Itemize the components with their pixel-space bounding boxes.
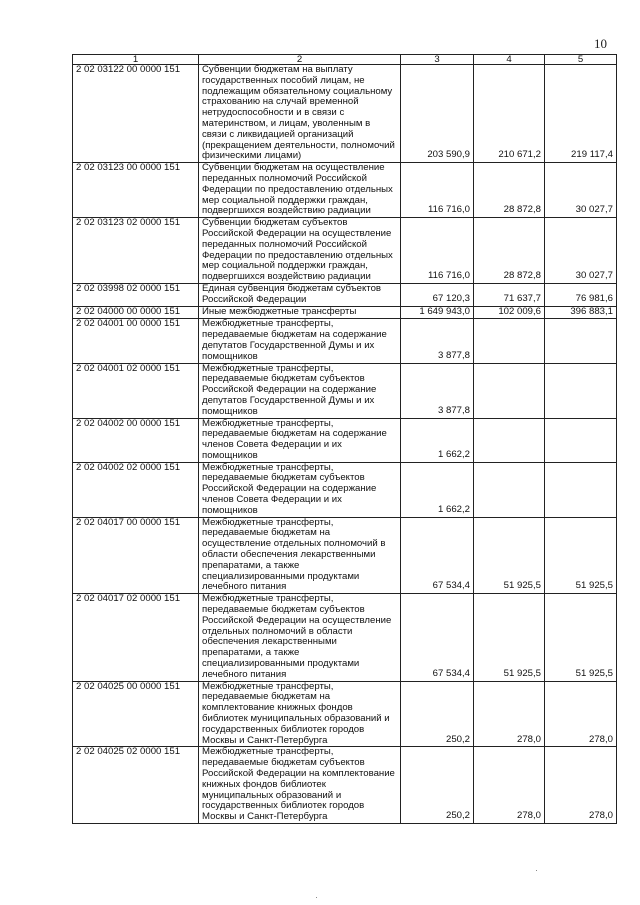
table-row — [73, 218, 617, 284]
table-row — [73, 65, 617, 163]
value-col4-cell: 210 671,2 — [474, 65, 545, 163]
table-row — [73, 363, 617, 418]
code-cell: 2 02 04017 02 0000 151 — [73, 594, 199, 681]
name-cell: Иные межбюджетные трансферты — [199, 306, 401, 319]
code-cell: 2 02 04000 00 0000 151 — [73, 306, 199, 319]
value-col4-cell — [474, 418, 545, 462]
name-cell: Межбюджетные трансферты, передаваемые бюджетам на комплектование книжных фондов библиотек муниципальных образований и государственных библиотек городов Москвы и Санкт-Петербурга — [199, 681, 401, 747]
table-row — [73, 681, 617, 747]
value-col5-cell: 76 981,6 — [545, 283, 617, 306]
scan-speck — [536, 870, 537, 871]
name-cell: Межбюджетные трансферты, передаваемые бюджетам субъектов Российской Федерации на содержание депутатов Государственной Думы и их помощников — [199, 363, 401, 418]
value-col5-cell — [545, 462, 617, 517]
column-header: 3 — [401, 55, 474, 65]
code-cell: 2 02 03998 02 0000 151 — [73, 283, 199, 306]
value-col5-cell: 219 117,4 — [545, 65, 617, 163]
value-col4-cell — [474, 363, 545, 418]
table-row — [73, 517, 617, 594]
value-col3-cell: 67 534,4 — [401, 517, 474, 594]
name-cell: Межбюджетные трансферты, передаваемые бюджетам на содержание депутатов Государственной Думы и их помощников — [199, 319, 401, 363]
code-cell: 2 02 03122 00 0000 151 — [73, 65, 199, 163]
code-cell: 2 02 04025 00 0000 151 — [73, 681, 199, 747]
value-col3-cell: 3 877,8 — [401, 319, 474, 363]
value-col4-cell — [474, 462, 545, 517]
value-col3-cell: 1 649 943,0 — [401, 306, 474, 319]
value-col5-cell: 51 925,5 — [545, 517, 617, 594]
table-row — [73, 306, 617, 319]
value-col4-cell — [474, 319, 545, 363]
code-cell: 2 02 04025 02 0000 151 — [73, 747, 199, 824]
value-col5-cell: 30 027,7 — [545, 218, 617, 284]
value-col4-cell: 28 872,8 — [474, 163, 545, 218]
value-col3-cell: 250,2 — [401, 681, 474, 747]
value-col5-cell: 51 925,5 — [545, 594, 617, 681]
name-cell: Субвенции бюджетам субъектов Российской Федерации на осуществление переданных полномочий Российской Федерации по предоставлению отдельных мер социальной поддержки граждан, подвергшихся воздействию радиации — [199, 218, 401, 284]
value-col4-cell: 278,0 — [474, 681, 545, 747]
code-cell: 2 02 04001 00 0000 151 — [73, 319, 199, 363]
name-cell: Межбюджетные трансферты, передаваемые бюджетам на осуществление отдельных полномочий в области обеспечения лекарственными препаратами, а также специализированными продуктами лечебного питания — [199, 517, 401, 594]
value-col3-cell: 116 716,0 — [401, 163, 474, 218]
value-col5-cell — [545, 363, 617, 418]
value-col3-cell: 1 662,2 — [401, 418, 474, 462]
value-col3-cell: 67 534,4 — [401, 594, 474, 681]
table-row — [73, 747, 617, 824]
value-col3-cell: 67 120,3 — [401, 283, 474, 306]
value-col3-cell: 3 877,8 — [401, 363, 474, 418]
table-header-row — [73, 55, 617, 65]
table-row — [73, 462, 617, 517]
value-col4-cell: 102 009,6 — [474, 306, 545, 319]
code-cell: 2 02 04001 02 0000 151 — [73, 363, 199, 418]
value-col5-cell: 30 027,7 — [545, 163, 617, 218]
column-header: 4 — [474, 55, 545, 65]
table-row — [73, 418, 617, 462]
value-col5-cell: 278,0 — [545, 681, 617, 747]
value-col5-cell — [545, 418, 617, 462]
name-cell: Субвенции бюджетам на осуществление переданных полномочий Российской Федерации по предоставлению отдельных мер социальной поддержки граждан, подвергшихся воздействию радиации — [199, 163, 401, 218]
value-col5-cell: 396 883,1 — [545, 306, 617, 319]
code-cell: 2 02 03123 00 0000 151 — [73, 163, 199, 218]
code-cell: 2 02 03123 02 0000 151 — [73, 218, 199, 284]
name-cell: Межбюджетные трансферты, передаваемые бюджетам субъектов Российской Федерации на осуществление отдельных полномочий в области обеспечения лекарственными препаратами, а также специализированными продуктами лечебного питания — [199, 594, 401, 681]
value-col4-cell: 71 637,7 — [474, 283, 545, 306]
value-col3-cell: 250,2 — [401, 747, 474, 824]
name-cell: Межбюджетные трансферты, передаваемые бюджетам субъектов Российской Федерации на содержание членов Совета Федерации и их помощников — [199, 462, 401, 517]
name-cell: Субвенции бюджетам на выплату государственных пособий лицам, не подлежащим обязательному социальному страхованию на случай временной нетрудоспособности и в связи с материнством, и лицам, уволенным в связи с ликвидацией организаций (прекращением деятельности, полномочий физическими лицами) — [199, 65, 401, 163]
value-col3-cell: 203 590,9 — [401, 65, 474, 163]
table-row — [73, 283, 617, 306]
name-cell: Единая субвенция бюджетам субъектов Российской Федерации — [199, 283, 401, 306]
page-number: 10 — [594, 36, 607, 51]
table-row — [73, 594, 617, 681]
code-cell: 2 02 04002 00 0000 151 — [73, 418, 199, 462]
value-col3-cell: 1 662,2 — [401, 462, 474, 517]
table-row — [73, 319, 617, 363]
code-cell: 2 02 04017 00 0000 151 — [73, 517, 199, 594]
name-cell: Межбюджетные трансферты, передаваемые бюджетам субъектов Российской Федерации на комплектование книжных фондов библиотек муниципальных образований и государственных библиотек городов Москвы и Санкт-Петербурга — [199, 747, 401, 824]
code-cell: 2 02 04002 02 0000 151 — [73, 462, 199, 517]
value-col4-cell: 278,0 — [474, 747, 545, 824]
table-row — [73, 163, 617, 218]
column-header: 1 — [73, 55, 199, 65]
value-col4-cell: 51 925,5 — [474, 594, 545, 681]
budget-table — [72, 54, 617, 824]
value-col3-cell: 116 716,0 — [401, 218, 474, 284]
column-header: 5 — [545, 55, 617, 65]
value-col4-cell: 51 925,5 — [474, 517, 545, 594]
value-col5-cell — [545, 319, 617, 363]
name-cell: Межбюджетные трансферты, передаваемые бюджетам на содержание членов Совета Федерации и их помощников — [199, 418, 401, 462]
scan-speck — [316, 897, 317, 898]
column-header: 2 — [199, 55, 401, 65]
value-col4-cell: 28 872,8 — [474, 218, 545, 284]
value-col5-cell: 278,0 — [545, 747, 617, 824]
